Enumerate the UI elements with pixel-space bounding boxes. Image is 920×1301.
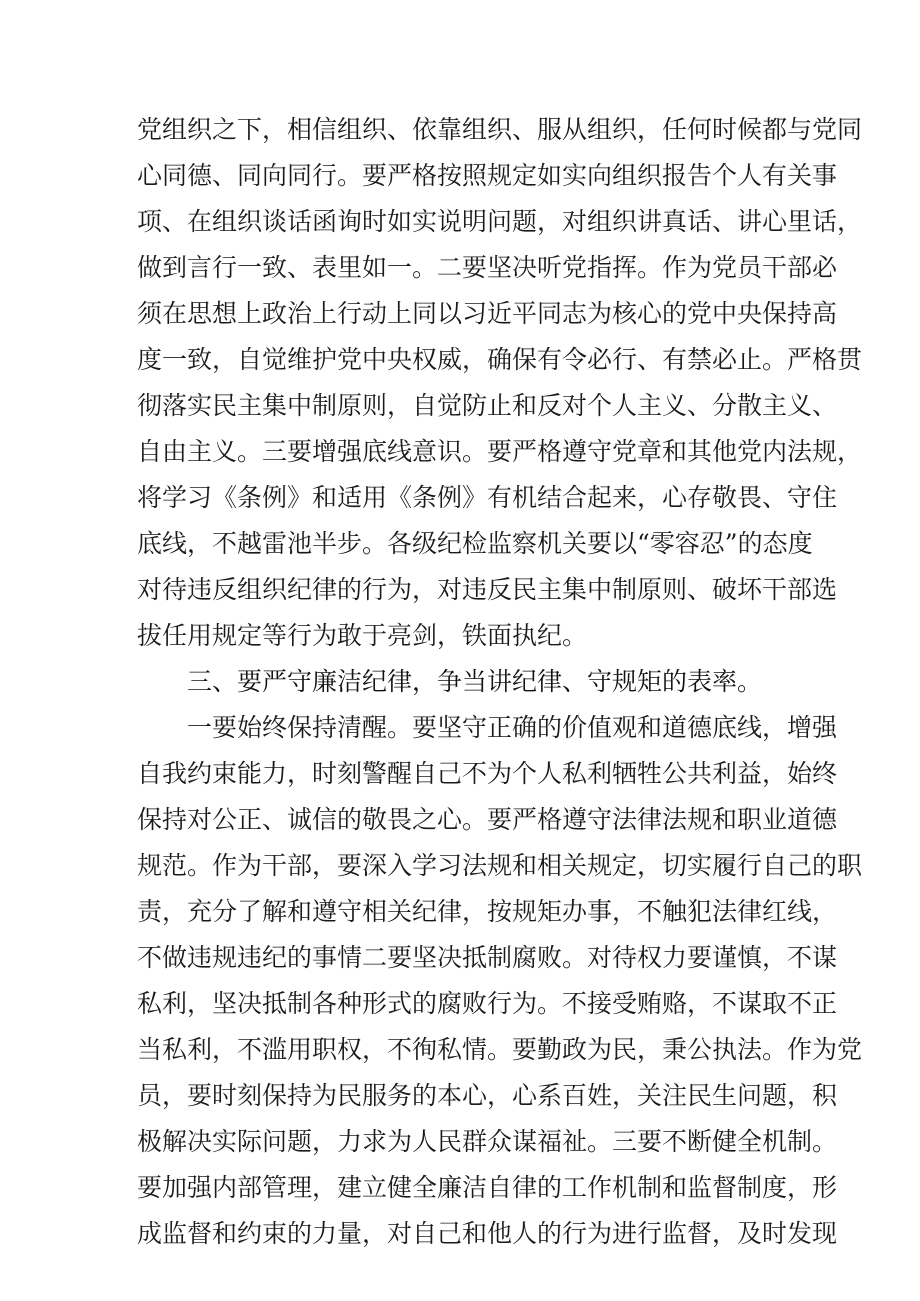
text-line: 规范。作为干部，要深入学习法规和相关规定，切实履行自己的职 bbox=[137, 851, 863, 880]
text-line: 成监督和约束的力量，对自己和他人的行为进行监督，及时发现 bbox=[137, 1219, 838, 1248]
text-line: 一要始终保持清醒。要坚守正确的价值观和道德底线，增强 bbox=[187, 713, 838, 742]
text-line: 彻落实民主集中制原则，自觉防止和反对个人主义、分散主义、 bbox=[137, 391, 838, 420]
text-line: 当私利，不滥用职权，不徇私情。要勤政为民，秉公执法。作为党 bbox=[137, 1035, 863, 1064]
text-line: 员，要时刻保持为民服务的本心，心系百姓，关注民生问题，积 bbox=[137, 1081, 838, 1110]
text-line: 要加强内部管理，建立健全廉洁自律的工作机制和监督制度，形 bbox=[137, 1173, 838, 1202]
text-line: 党组织之下，相信组织、依靠组织、服从组织，任何时候都与党同 bbox=[137, 115, 863, 144]
text-line: 做到言行一致、表里如一。二要坚决听党指挥。作为党员干部必 bbox=[137, 253, 838, 282]
text-line: 拔任用规定等行为敢于亮剑，铁面执纪。 bbox=[137, 621, 588, 650]
text-line: 不做违规违纪的事情二要坚决抵制腐败。对待权力要谨慎，不谋 bbox=[137, 943, 838, 972]
text-line: 极解决实际问题，力求为人民群众谋福祉。三要不断健全机制。 bbox=[137, 1127, 838, 1156]
text-line: 自由主义。三要增强底线意识。要严格遵守党章和其他党内法规， bbox=[137, 437, 863, 466]
text-line: 私利，坚决抵制各种形式的腐败行为。不接受贿赂，不谋取不正 bbox=[137, 989, 838, 1018]
text-line: 自我约束能力，时刻警醒自己不为个人私利牺牲公共利益，始终 bbox=[137, 759, 838, 788]
text-line: 保持对公正、诚信的敬畏之心。要严格遵守法律法规和职业道德 bbox=[137, 805, 838, 834]
text-line: 对待违反组织纪律的行为，对违反民主集中制原则、破坏干部选 bbox=[137, 575, 838, 604]
text-line: 项、在组织谈话函询时如实说明问题，对组织讲真话、讲心里话， bbox=[137, 207, 863, 236]
text-line: 度一致，自觉维护党中央权威，确保有令必行、有禁必止。严格贯 bbox=[137, 345, 863, 374]
section-heading: 三、要严守廉洁纪律，争当讲纪律、守规矩的表率。 bbox=[187, 667, 763, 696]
text-line: 底线，不越雷池半步。各级纪检监察机关要以“零容忍”的态度 bbox=[137, 529, 813, 558]
text-line: 心同德、同向同行。要严格按照规定如实向组织报告个人有关事 bbox=[137, 161, 838, 190]
text-line: 将学习《条例》和适用《条例》有机结合起来，心存敬畏、守住 bbox=[137, 483, 838, 512]
text-line: 责，充分了解和遵守相关纪律，按规矩办事，不触犯法律红线， bbox=[137, 897, 838, 926]
text-line: 须在思想上政治上行动上同以习近平同志为核心的党中央保持高 bbox=[137, 299, 838, 328]
